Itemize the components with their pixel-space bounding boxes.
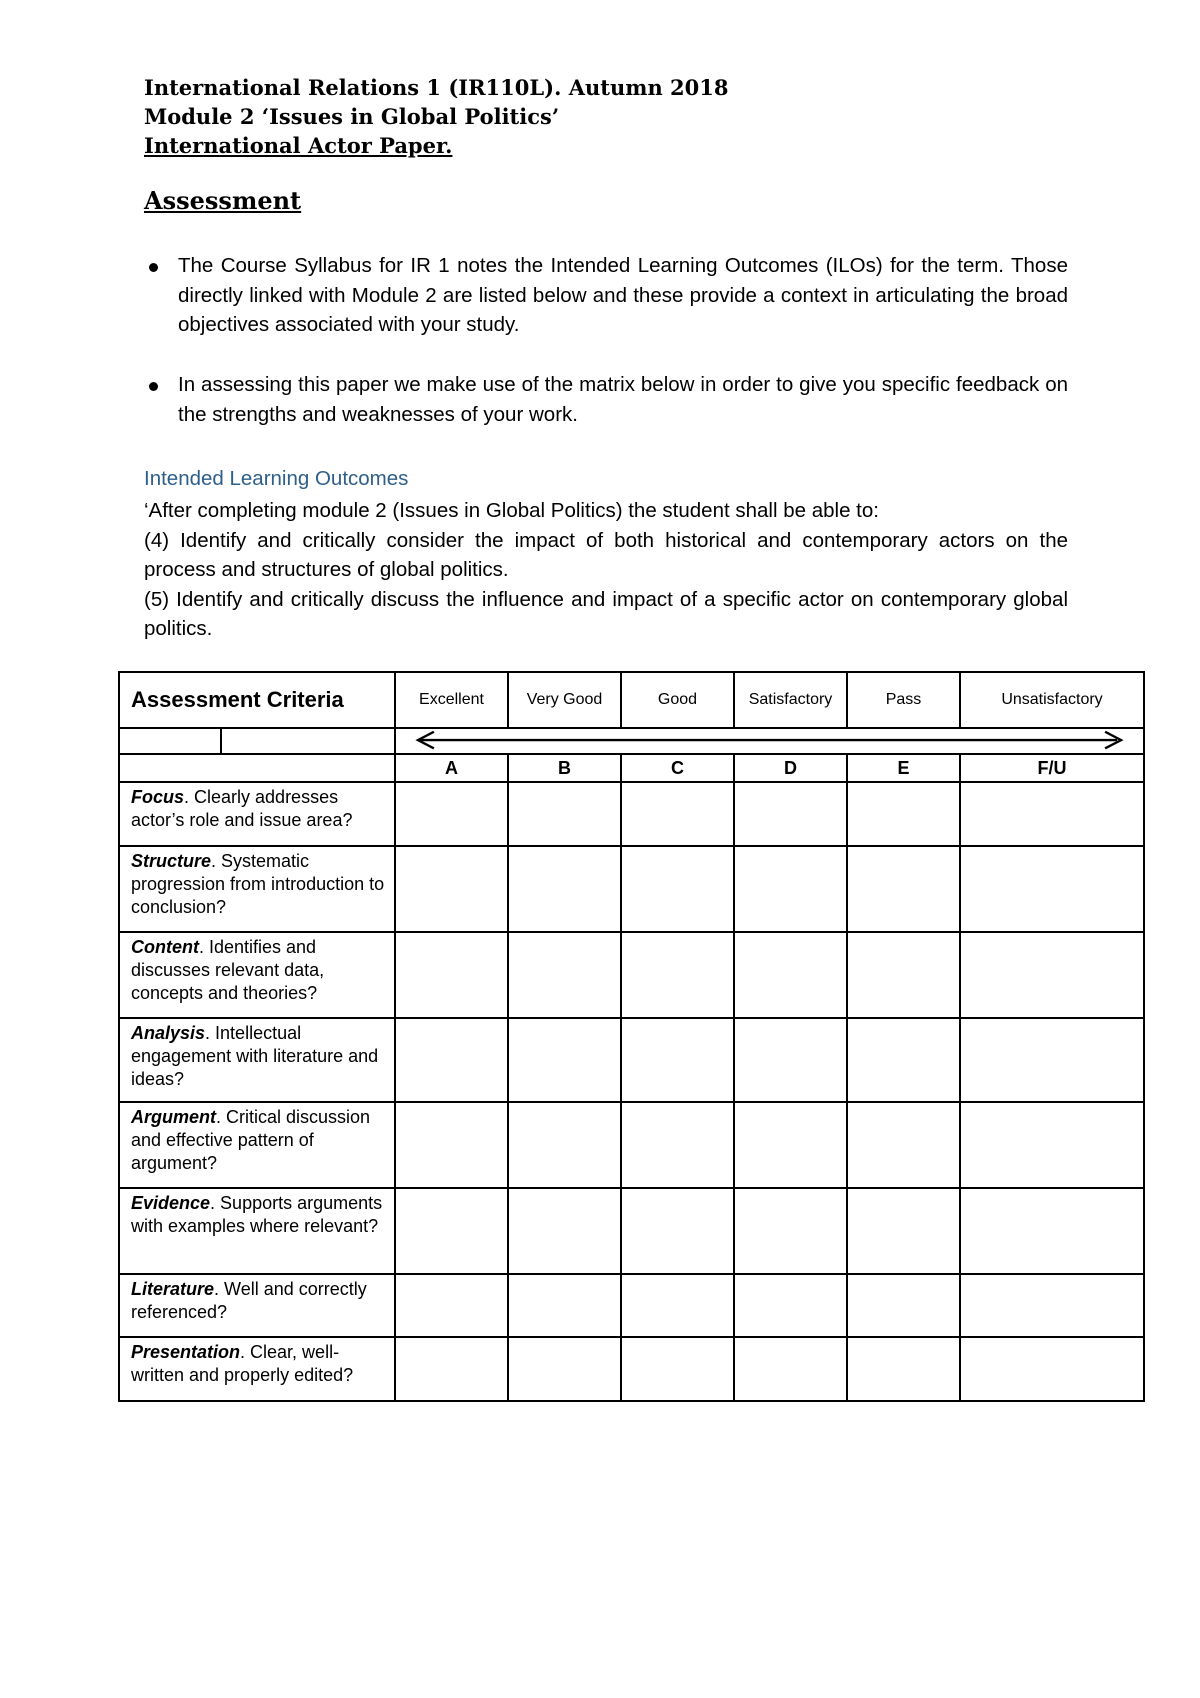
criteria-row (119, 1337, 1144, 1401)
grade-cell[interactable] (395, 846, 508, 932)
letter-b: B (508, 754, 621, 782)
letter-c: C (621, 754, 734, 782)
criteria-row (119, 932, 1144, 1018)
grade-cell[interactable] (508, 782, 621, 846)
criteria-desc: . Clear, well-written and properly edited? (131, 1342, 354, 1385)
cell-divider (220, 729, 222, 753)
paper-title: International Actor Paper. (144, 133, 453, 158)
grade-cell[interactable] (395, 932, 508, 1018)
criteria-cell (119, 1018, 395, 1102)
bullet-text: The Course Syllabus for IR 1 notes the Intended Learning Outcomes (ILOs) for the term. Those directly linked with Module 2 are listed below and these provide a context in articulating the broad objectives associated with your study. (178, 254, 1068, 336)
grade-cell[interactable] (508, 1274, 621, 1337)
grade-cell[interactable] (734, 846, 847, 932)
ilo-intro: ‘After completing module 2 (Issues in Global Politics) the student shall be able to: (144, 499, 879, 522)
grade-cell[interactable] (847, 1274, 960, 1337)
double-arrow-icon (396, 729, 1143, 753)
grade-good: Good (621, 672, 734, 728)
criteria-cell (119, 932, 395, 1018)
scale-blank-cell (119, 728, 395, 754)
criteria-cell (119, 1337, 395, 1401)
bullet-item (178, 251, 1068, 340)
criteria-cell (119, 1188, 395, 1274)
grade-cell[interactable] (395, 1188, 508, 1274)
grade-cell[interactable] (395, 782, 508, 846)
grade-cell[interactable] (621, 932, 734, 1018)
grade-cell[interactable] (395, 1274, 508, 1337)
criteria-row (119, 1102, 1144, 1188)
grade-cell[interactable] (960, 1337, 1144, 1401)
criteria-name: Argument (131, 1107, 216, 1127)
grade-cell[interactable] (960, 1102, 1144, 1188)
assessment-heading: Assessment (144, 186, 302, 215)
criteria-name: Content (131, 937, 199, 957)
criteria-desc: . Supports arguments with examples where relevant? (131, 1193, 383, 1236)
scale-arrow-row (119, 728, 1144, 754)
grade-cell[interactable] (960, 1188, 1144, 1274)
grade-cell[interactable] (395, 1102, 508, 1188)
criteria-desc: . Intellectual engagement with literature and ideas? (131, 1023, 379, 1089)
module-title: Module 2 ‘Issues in Global Politics’ (144, 104, 560, 129)
criteria-name: Literature (131, 1279, 215, 1299)
criteria-row (119, 1018, 1144, 1102)
ilo-item-5: (5) Identify and critically discuss the influence and impact of a specific actor on contemporary global politics. (144, 587, 1068, 640)
criteria-desc: . Critical discussion and effective pattern of argument? (131, 1107, 371, 1173)
bullet-text: In assessing this paper we make use of the matrix below in order to give you specific feedback on the strengths and weaknesses of your work. (178, 373, 1068, 426)
ilo-heading: Intended Learning Outcomes (144, 467, 409, 490)
course-title: International Relations 1 (IR110L). Autumn 2018 (144, 75, 729, 100)
grade-cell[interactable] (847, 1102, 960, 1188)
grade-cell[interactable] (395, 1018, 508, 1102)
criteria-row (119, 846, 1144, 932)
grade-cell[interactable] (621, 1102, 734, 1188)
grade-cell[interactable] (847, 1188, 960, 1274)
grade-cell[interactable] (847, 782, 960, 846)
grade-cell[interactable] (621, 1018, 734, 1102)
grade-cell[interactable] (847, 932, 960, 1018)
grade-cell[interactable] (508, 932, 621, 1018)
grade-cell[interactable] (960, 846, 1144, 932)
grade-pass: Pass (847, 672, 960, 728)
criteria-row (119, 1274, 1144, 1337)
criteria-row (119, 782, 1144, 846)
criteria-name: Presentation (131, 1342, 241, 1362)
grade-cell[interactable] (960, 782, 1144, 846)
grade-cell[interactable] (734, 1018, 847, 1102)
criteria-desc: . Systematic progression from introduction to conclusion? (131, 851, 385, 917)
grade-cell[interactable] (734, 1102, 847, 1188)
grade-cell[interactable] (734, 782, 847, 846)
grade-cell[interactable] (621, 1337, 734, 1401)
grade-cell[interactable] (508, 846, 621, 932)
bullet-dot-icon (149, 263, 158, 272)
grade-cell[interactable] (621, 846, 734, 932)
grade-cell[interactable] (960, 1018, 1144, 1102)
criteria-name: Focus (131, 787, 185, 807)
grade-cell[interactable] (847, 1337, 960, 1401)
criteria-cell (119, 1102, 395, 1188)
grade-very-good: Very Good (508, 672, 621, 728)
scale-arrow-cell (395, 728, 1144, 754)
grade-cell[interactable] (508, 1337, 621, 1401)
criteria-name: Analysis (131, 1023, 206, 1043)
grade-cell[interactable] (734, 1337, 847, 1401)
criteria-desc: . Well and correctly referenced? (131, 1279, 367, 1322)
grade-header-row (119, 672, 1144, 728)
assessment-matrix (118, 671, 1145, 1402)
criteria-cell (119, 782, 395, 846)
grade-cell[interactable] (621, 1188, 734, 1274)
criteria-header: Assessment Criteria (119, 672, 395, 728)
grade-cell[interactable] (395, 1337, 508, 1401)
letter-row (119, 754, 1144, 782)
grade-cell[interactable] (734, 1188, 847, 1274)
bullet-dot-icon (149, 382, 158, 391)
bullet-item (178, 370, 1068, 429)
grade-cell[interactable] (621, 1274, 734, 1337)
criteria-name: Evidence (131, 1193, 211, 1213)
grade-cell[interactable] (621, 782, 734, 846)
grade-cell[interactable] (734, 932, 847, 1018)
grade-satisfactory: Satisfactory (734, 672, 847, 728)
grade-cell[interactable] (508, 1102, 621, 1188)
grade-cell[interactable] (847, 1018, 960, 1102)
grade-excellent: Excellent (395, 672, 508, 728)
letter-e: E (847, 754, 960, 782)
criteria-desc: . Clearly addresses actor’s role and issue area? (131, 787, 353, 830)
letter-d: D (734, 754, 847, 782)
criteria-row (119, 1188, 1144, 1274)
letter-blank-cell (119, 754, 395, 782)
grade-cell[interactable] (847, 846, 960, 932)
grade-cell[interactable] (960, 932, 1144, 1018)
criteria-cell (119, 1274, 395, 1337)
ilo-body (144, 496, 1068, 644)
criteria-desc: . Identifies and discusses relevant data, concepts and theories? (131, 937, 325, 1003)
criteria-name: Structure (131, 851, 212, 871)
grade-cell[interactable] (508, 1188, 621, 1274)
grade-cell[interactable] (960, 1274, 1144, 1337)
grade-cell[interactable] (508, 1018, 621, 1102)
criteria-cell (119, 846, 395, 932)
letter-fu: F/U (960, 754, 1144, 782)
ilo-item-4: (4) Identify and critically consider the impact of both historical and contemporary actors on the process and structures of global politics. (144, 528, 1068, 581)
grade-unsatisfactory: Unsatisfactory (960, 672, 1144, 728)
letter-a: A (395, 754, 508, 782)
grade-cell[interactable] (734, 1274, 847, 1337)
